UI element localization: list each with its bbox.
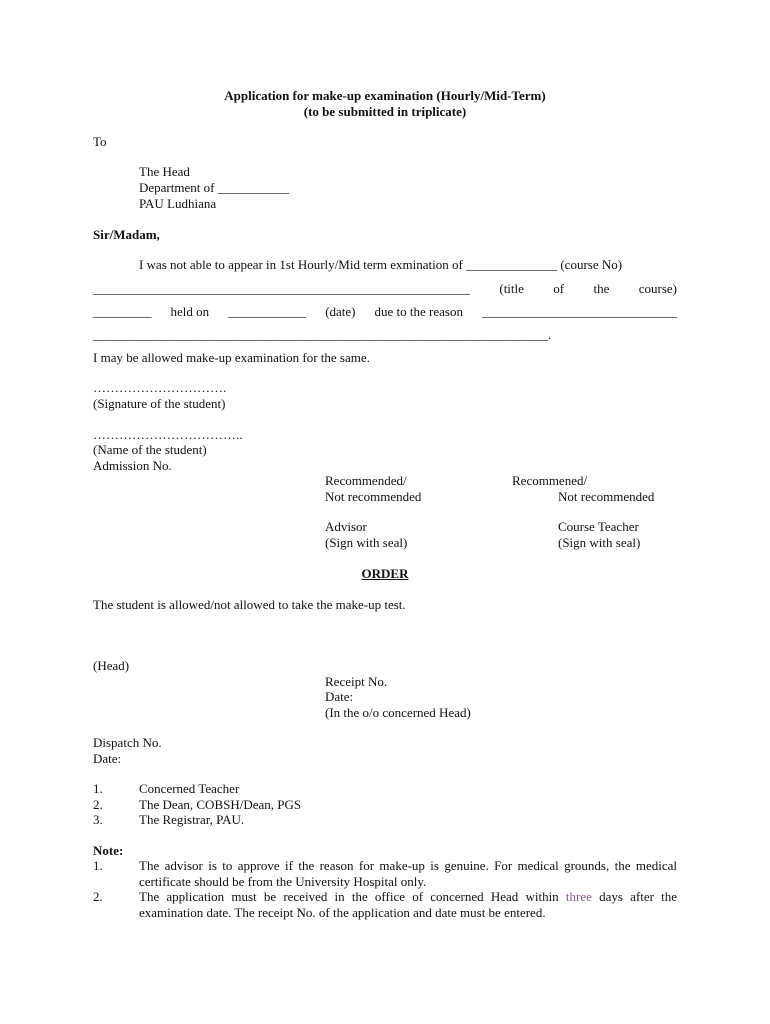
- body-line-4: ______________________________________________________________________.: [93, 327, 552, 342]
- body-line-2: [93, 281, 677, 297]
- head-label: (Head): [93, 658, 130, 673]
- teacher-not-recommended: Not recommended: [558, 489, 655, 504]
- address-line-department: Department of ___________: [139, 180, 290, 195]
- office-label: (In the o/o concerned Head): [325, 705, 471, 720]
- reason-blank: ______________________________: [481, 304, 677, 319]
- body-word: due to the reason: [374, 304, 463, 319]
- order-heading: ORDER: [361, 566, 409, 581]
- teacher-label: Course Teacher: [558, 519, 639, 534]
- list-item: The Dean, COBSH/Dean, PGS: [139, 797, 302, 812]
- body-word: (date): [325, 304, 356, 319]
- to-label: To: [93, 134, 107, 149]
- advisor-sign: (Sign with seal): [325, 535, 408, 550]
- body-word: (title: [499, 281, 524, 296]
- body-word: course): [638, 281, 677, 296]
- dispatch-no-label: Dispatch No.: [93, 735, 162, 750]
- note-heading: Note:: [93, 843, 124, 858]
- body-word: held on: [170, 304, 210, 319]
- list-item: Concerned Teacher: [139, 781, 240, 796]
- list-item-number: 2.: [93, 797, 103, 812]
- note-number: 1.: [93, 858, 103, 873]
- note-1-text: The advisor is to approve if the reason for make-up is genuine. For medical grounds, the medical certificate should be from the University Hospital only.: [139, 858, 677, 889]
- blank: _________: [93, 304, 152, 319]
- name-dots: ……………………………..: [93, 427, 243, 442]
- list-item-number: 3.: [93, 812, 103, 827]
- date-blank: ____________: [228, 304, 307, 319]
- signature-label: (Signature of the student): [93, 396, 226, 411]
- form-title: Application for make-up examination (Hourly/Mid-Term): [224, 88, 546, 103]
- receipt-label: Receipt No.: [325, 674, 388, 689]
- receipt-date-label: Date:: [325, 689, 354, 704]
- order-text: The student is allowed/not allowed to take the make-up test.: [93, 597, 406, 612]
- note-2-pre: The application must be received in the office of concerned Head within: [139, 889, 559, 904]
- salutation: Sir/Madam,: [93, 227, 160, 242]
- advisor-not-recommended: Not recommended: [325, 489, 422, 504]
- note-2-text: [139, 889, 677, 921]
- teacher-sign: (Sign with seal): [558, 535, 641, 550]
- address-line-head: The Head: [139, 164, 190, 179]
- list-item-number: 1.: [93, 781, 103, 796]
- advisor-label: Advisor: [325, 519, 367, 534]
- dispatch-date-label: Date:: [93, 751, 122, 766]
- name-label: (Name of the student): [93, 442, 207, 457]
- form-subtitle: (to be submitted in triplicate): [303, 104, 467, 119]
- body-line-5: I may be allowed make-up examination for the same.: [93, 350, 370, 365]
- course-title-blank: __________________________________________________________: [93, 281, 470, 296]
- signature-dots: ………………………….: [93, 380, 227, 395]
- body-word: of: [553, 281, 565, 296]
- list-item: The Registrar, PAU.: [139, 812, 245, 827]
- address-line-pau: PAU Ludhiana: [139, 196, 217, 211]
- advisor-recommended: Recommended/: [325, 473, 407, 488]
- note-number: 2.: [93, 889, 103, 904]
- body-line-3: [93, 304, 677, 320]
- teacher-recommended: Recommened/: [512, 473, 588, 488]
- note-2-highlight: three: [565, 889, 592, 904]
- body-word: the: [593, 281, 610, 296]
- admission-label: Admission No.: [93, 458, 172, 473]
- body-line-1: I was not able to appear in 1st Hourly/Mid term exmination of ______________ (course No): [139, 257, 623, 272]
- note-2-post: days after the examination date. The receipt No. of the application and date must be entered.: [139, 889, 677, 920]
